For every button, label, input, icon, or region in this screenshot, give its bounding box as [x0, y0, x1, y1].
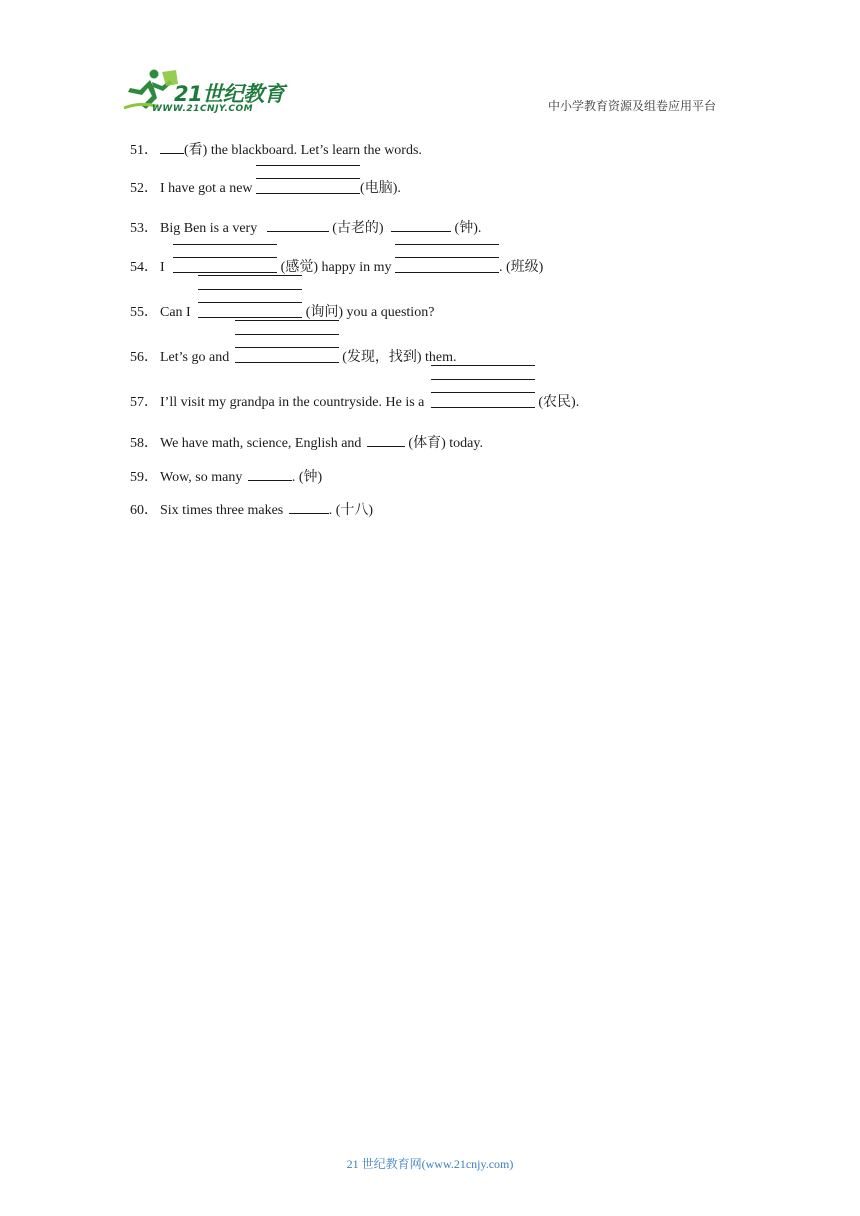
- question-text: I’ll visit my grandpa in the countryside. He is a: [160, 395, 428, 410]
- question-hint: . (钟): [291, 470, 323, 485]
- question-number: 51．: [130, 143, 158, 158]
- question-text: I: [160, 260, 169, 275]
- question-number: 55．: [130, 305, 158, 320]
- question-55: [130, 302, 434, 322]
- answer-blank[interactable]: [367, 432, 405, 447]
- question-number: 60．: [130, 503, 158, 518]
- question-58: [130, 432, 483, 453]
- logo-url: WWW.21CNJY.COM: [152, 104, 254, 114]
- question-number: 58．: [130, 436, 158, 451]
- question-59: [130, 466, 322, 487]
- question-hint: (钟).: [451, 221, 482, 236]
- answer-blank[interactable]: [395, 257, 499, 271]
- question-hint: (发现，找到) them.: [338, 350, 457, 365]
- answer-blank[interactable]: [235, 347, 339, 361]
- question-56: [130, 347, 457, 367]
- logo-text: 21世纪教育: [174, 82, 285, 106]
- question-text: Can I: [160, 305, 195, 320]
- question-text: (感觉) happy in my: [277, 260, 395, 275]
- answer-blank[interactable]: [391, 217, 451, 232]
- question-text: Six times three makes: [160, 503, 287, 518]
- page-footer: 21 世纪教育网(www.21cnjy.com): [346, 1157, 514, 1171]
- answer-blank[interactable]: [248, 466, 292, 481]
- question-51: [130, 139, 422, 160]
- question-hint: (询问) you a question?: [302, 305, 435, 320]
- question-text: I have got a new: [160, 181, 257, 196]
- question-hint: . (班级): [499, 260, 544, 275]
- question-text: We have math, science, English and: [160, 436, 365, 451]
- logo: [122, 68, 292, 116]
- question-text: (看) the blackboard. Let’s learn the words.: [184, 143, 422, 158]
- question-hint: (古老的): [328, 221, 388, 236]
- answer-blank[interactable]: [173, 257, 277, 271]
- question-60: [130, 499, 373, 520]
- question-number: 54．: [130, 260, 158, 275]
- question-number: 59．: [130, 470, 158, 485]
- question-number: 53．: [130, 221, 158, 236]
- answer-blank[interactable]: [431, 392, 535, 406]
- answer-blank[interactable]: [267, 217, 329, 232]
- question-number: 56．: [130, 350, 158, 365]
- question-number: 57．: [130, 395, 158, 410]
- question-text: Big Ben is a very: [160, 221, 261, 236]
- question-hint: (电脑).: [360, 181, 401, 196]
- page-header: [0, 0, 860, 120]
- question-hint: (体育) today.: [404, 436, 483, 451]
- answer-blank[interactable]: [198, 302, 302, 316]
- answer-blank[interactable]: [256, 178, 360, 192]
- question-52: [130, 178, 401, 198]
- answer-blank[interactable]: [160, 139, 184, 154]
- question-hint: . (十八): [328, 503, 374, 518]
- question-text: Let’s go and: [160, 350, 233, 365]
- question-number: 52．: [130, 181, 158, 196]
- question-54: [130, 257, 543, 277]
- answer-blank[interactable]: [289, 499, 329, 514]
- question-57: [130, 392, 579, 412]
- question-text: Wow, so many: [160, 470, 246, 485]
- header-tagline: 中小学教育资源及组卷应用平台: [548, 99, 717, 113]
- question-53: [130, 217, 481, 238]
- question-hint: (农民).: [534, 395, 580, 410]
